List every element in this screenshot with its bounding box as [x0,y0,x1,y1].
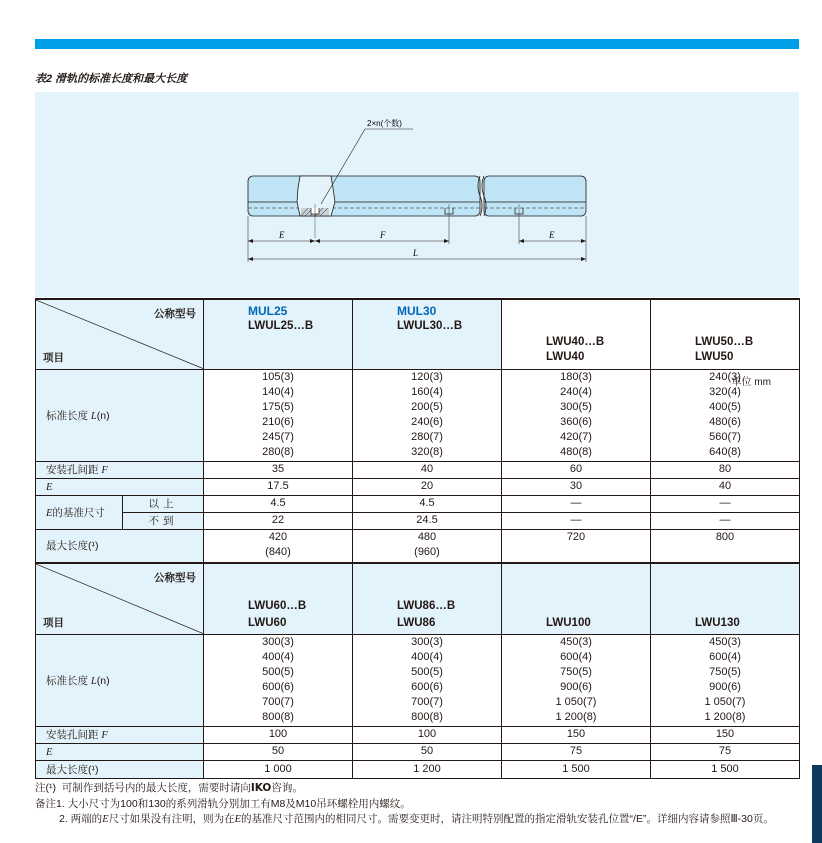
model-name: LWU40 [546,351,585,363]
std-length-cell: 450(3) 600(4) 750(5) 900(6) 1 050(7) 1 200(8) [651,634,800,726]
top-accent-bar [35,39,799,49]
e-base-above-cell: — [502,495,651,512]
model-name: LWU100 [546,617,591,629]
max-length-cell: 720 [502,529,651,563]
e-cell: 20 [353,478,502,495]
pitch-cell: 35 [204,461,353,478]
footnote-1: 注(¹) 可制作到括号内的最大长度，需要时请向IKO咨询。 [35,782,303,794]
model-name: LWU86 [397,617,436,629]
max-length-cell: 480 (960) [353,529,502,563]
e-base-below-cell: — [651,512,800,529]
rail-drawing [35,92,799,297]
e-cell: 50 [204,743,353,760]
max-length-label: 最大长度(¹) [36,760,204,778]
std-length-cell: 300(3) 400(4) 500(5) 600(6) 700(7) 800(8) [353,634,502,726]
remark-1: 备注1. 大小尺寸为100和130的系列滑轨分别加工有M8及M10吊环螺栓用内螺纹。 [35,797,411,810]
e-base-below-cell: 22 [204,512,353,529]
header-corner [36,563,204,634]
pitch-label: 安装孔间距 F [36,461,204,478]
model-name: LWU40…B [546,336,605,348]
model-name: LWUL25…B [248,320,314,332]
e-base-below-cell: 24.5 [353,512,502,529]
model-name: MUL25 [248,304,288,318]
e-cell: 75 [502,743,651,760]
e-cell: 17.5 [204,478,353,495]
model-name: LWU50 [695,351,734,363]
pitch-cell: 150 [502,726,651,743]
e-base-below-cell: — [502,512,651,529]
std-length-label: 标准长度 L(n) [36,634,204,726]
e-base-above-cell: 4.5 [204,495,353,512]
dim-f: F [380,230,386,240]
remark-2: 2. 两端的E尺寸如果没有注明，则为在E的基准尺寸范围内的相同尺寸。需要变更时，请注明特别配置的指定滑轨安装孔位置“/E”。详细内容请参照Ⅲ-30页。 [59,813,774,825]
e-label: E [36,478,204,495]
std-length-cell: 300(3) 400(4) 500(5) 600(6) 700(7) 800(8) [204,634,353,726]
max-length-cell: 1 000 [204,760,353,778]
model-header [502,563,651,634]
std-length-label: 标准长度 L(n) [36,369,204,461]
model-name: LWU50…B [695,336,754,348]
pitch-cell: 80 [651,461,800,478]
above-label: 以上 [123,495,204,512]
model-header [204,299,353,369]
e-base-above-cell: — [651,495,800,512]
e-cell: 40 [651,478,800,495]
model-header [502,299,651,369]
hole-count-label: 2×n(个数) [367,119,402,128]
e-base-label: E的基准尺寸 [36,495,123,529]
dim-e-left: E [279,230,285,240]
std-length-cell: 180(3) 240(4) 300(5) 360(6) 420(7) 480(8) [502,369,651,461]
model-header [204,563,353,634]
dim-l: L [413,248,419,258]
side-tab [812,765,822,843]
model-header [353,299,502,369]
item-label: 项目 [43,351,64,364]
std-length-cell: 120(3) 160(4) 200(5) 240(6) 280(7) 320(8) [353,369,502,461]
below-label: 不到 [123,512,204,529]
pitch-cell: 60 [502,461,651,478]
brand-logo: IKO [250,782,272,794]
rail-body-right [484,176,586,216]
dim-e-right: E [549,230,555,240]
max-length-cell: 1 500 [502,760,651,778]
model-name: LWUL30…B [397,320,463,332]
nominal-model-label: 公称型号 [154,572,196,584]
model-name: LWU60 [248,617,287,629]
max-length-cell: 1 500 [651,760,800,778]
spec-table [35,298,800,779]
max-length-cell: 1 200 [353,760,502,778]
e-cell: 75 [651,743,800,760]
model-name: MUL30 [397,304,437,318]
unit-label: 单位 mm [731,377,771,388]
table-title: 表2 滑轨的标准长度和最大长度 [35,73,188,85]
e-base-above-cell: 4.5 [353,495,502,512]
model-name: LWU86…B [397,600,456,612]
pitch-cell: 100 [204,726,353,743]
e-cell: 30 [502,478,651,495]
header-corner [36,299,204,369]
max-length-cell: 420 (840) [204,529,353,563]
model-name: LWU60…B [248,600,307,612]
model-header [353,563,502,634]
std-length-cell: 105(3) 140(4) 175(5) 210(6) 245(7) 280(8) [204,369,353,461]
std-length-cell: 240(3) 320(4) 400(5) 480(6) 560(7) 640(8) [651,369,800,461]
footnotes [35,781,774,828]
model-name: LWU130 [695,617,740,629]
nominal-model-label: 公称型号 [154,308,196,320]
model-header [651,299,800,369]
e-cell: 50 [353,743,502,760]
pitch-cell: 40 [353,461,502,478]
std-length-cell: 450(3) 600(4) 750(5) 900(6) 1 050(7) 1 200(8) [502,634,651,726]
model-header [651,563,800,634]
item-label: 项目 [43,616,64,629]
max-length-cell: 800 [651,529,800,563]
pitch-label: 安装孔间距 F [36,726,204,743]
e-label: E [36,743,204,760]
max-length-label: 最大长度(¹) [36,529,204,563]
pitch-cell: 150 [651,726,800,743]
pitch-cell: 100 [353,726,502,743]
